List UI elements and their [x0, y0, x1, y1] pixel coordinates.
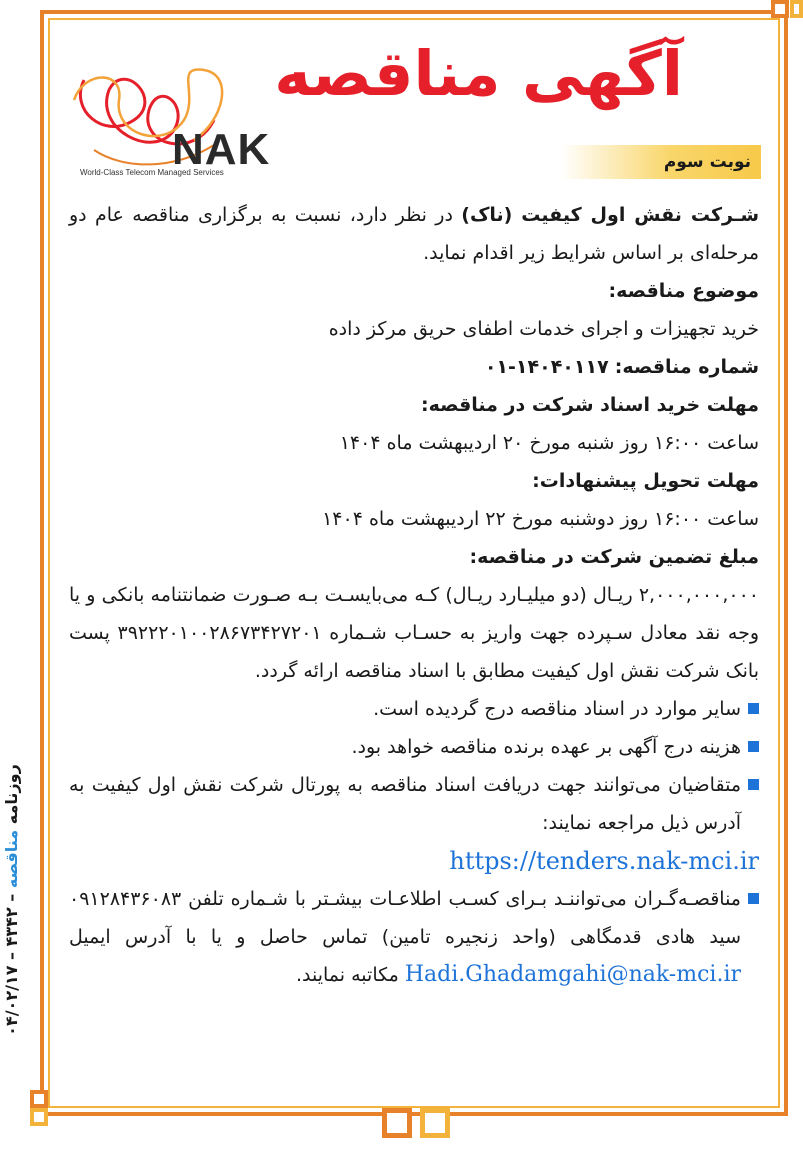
issue-info: – ۴۳۴۲ – ۰۴/۰۲/۱۷: [2, 893, 21, 1036]
guarantee-text: ۲,۰۰۰,۰۰۰,۰۰۰ ریـال (دو میلیـارد ریـال) کـه می‌بایسـت بـه صـورت ضمانتنامه بانکی و یا وجه نقد معادل سـپرده جهت واریز به حسـاب شـماره ۳۹۲۲۲۰۱۰۰۲۸۶۷۳۴۲۷۲۰۱ پست بانک شرکت نقش اول کیفیت مطابق با اسناد مناقصه ارائه گردد.: [69, 584, 759, 682]
logo-wordmark: NAK: [172, 125, 271, 174]
decor-square: [30, 1108, 48, 1126]
contact-item: مناقصـه‌گـران می‌تواننـد بـرای کسـب اطلاعـات بیشـتر با شـماره تلفن ۰۹۱۲۸۴۳۶۰۸۳ سید هادی قدمگاهی (واحد زنجیره تامین) تماس حاصل و یا با آدرس ایمیل Hadi.Ghadamgahi@nak-mci.ir مکاتبه نمایند.: [69, 880, 759, 994]
purchase-deadline-heading: مهلت خرید اسناد شرکت در مناقصه:: [420, 394, 759, 416]
list-item: هزینه درج آگهی بر عهده برنده مناقصه خواهد بود.: [69, 728, 759, 766]
decor-square: [790, 0, 803, 18]
decor-square: [382, 1108, 412, 1138]
round-badge: نوبت سوم: [561, 145, 761, 179]
newspaper-footer: [2, 690, 21, 1110]
portal-link[interactable]: https://tenders.nak-mci.ir: [449, 847, 759, 875]
submission-deadline-value: ساعت ۱۶:۰۰ روز دوشنبه مورخ ۲۲ اردیبهشت ماه ۱۴۰۴: [322, 508, 759, 530]
company-name: شـرکت نقش اول کیفیت (ناک): [461, 204, 759, 226]
list-item: متقاضیان می‌توانند جهت دریافت اسناد مناقصه به پورتال شرکت نقش اول کیفیت به آدرس ذیل مراجعه نمایند:: [69, 766, 759, 842]
number-heading: شماره مناقصه:: [614, 356, 759, 378]
notice-body: [69, 196, 759, 994]
newspaper-prefix: روزنامه: [2, 764, 21, 825]
email-link[interactable]: Hadi.Ghadamgahi@nak-mci.ir: [404, 962, 741, 987]
decor-square: [771, 0, 789, 18]
purchase-deadline-value: ساعت ۱۶:۰۰ روز شنبه مورخ ۲۰ اردیبهشت ماه ۱۴۰۴: [339, 432, 759, 454]
subject-heading: موضوع مناقصه:: [608, 280, 759, 302]
bullet-square-icon: [748, 741, 759, 752]
bullet-square-icon: [748, 893, 759, 904]
decor-square: [420, 1108, 450, 1138]
guarantee-heading: مبلغ تضمین شرکت در مناقصه:: [469, 546, 759, 568]
intro-paragraph: [69, 196, 759, 272]
decor-square: [30, 1090, 48, 1108]
logo-tagline: World-Class Telecom Managed Services: [80, 168, 224, 177]
list-item: سایر موارد در اسناد مناقصه درج گردیده است.: [69, 690, 759, 728]
subject-value: خرید تجهیزات و اجرای خدمات اطفای حریق مرکز داده: [328, 318, 759, 340]
page-title: آگهی مناقصه: [274, 37, 683, 110]
newspaper-brand: مناقصه: [2, 829, 21, 889]
bullet-square-icon: [748, 703, 759, 714]
submission-deadline-heading: مهلت تحویل پیشنهادات:: [532, 470, 759, 492]
number-value: ۱۴۰۴۰۱۱۷-۰۱: [484, 356, 609, 378]
intro-text: در نظر دارد، نسبت به برگزاری مناقصه عام دو مرحله‌ای بر اساس شرایط زیر اقدام نماید.: [69, 204, 759, 264]
bullet-square-icon: [748, 779, 759, 790]
